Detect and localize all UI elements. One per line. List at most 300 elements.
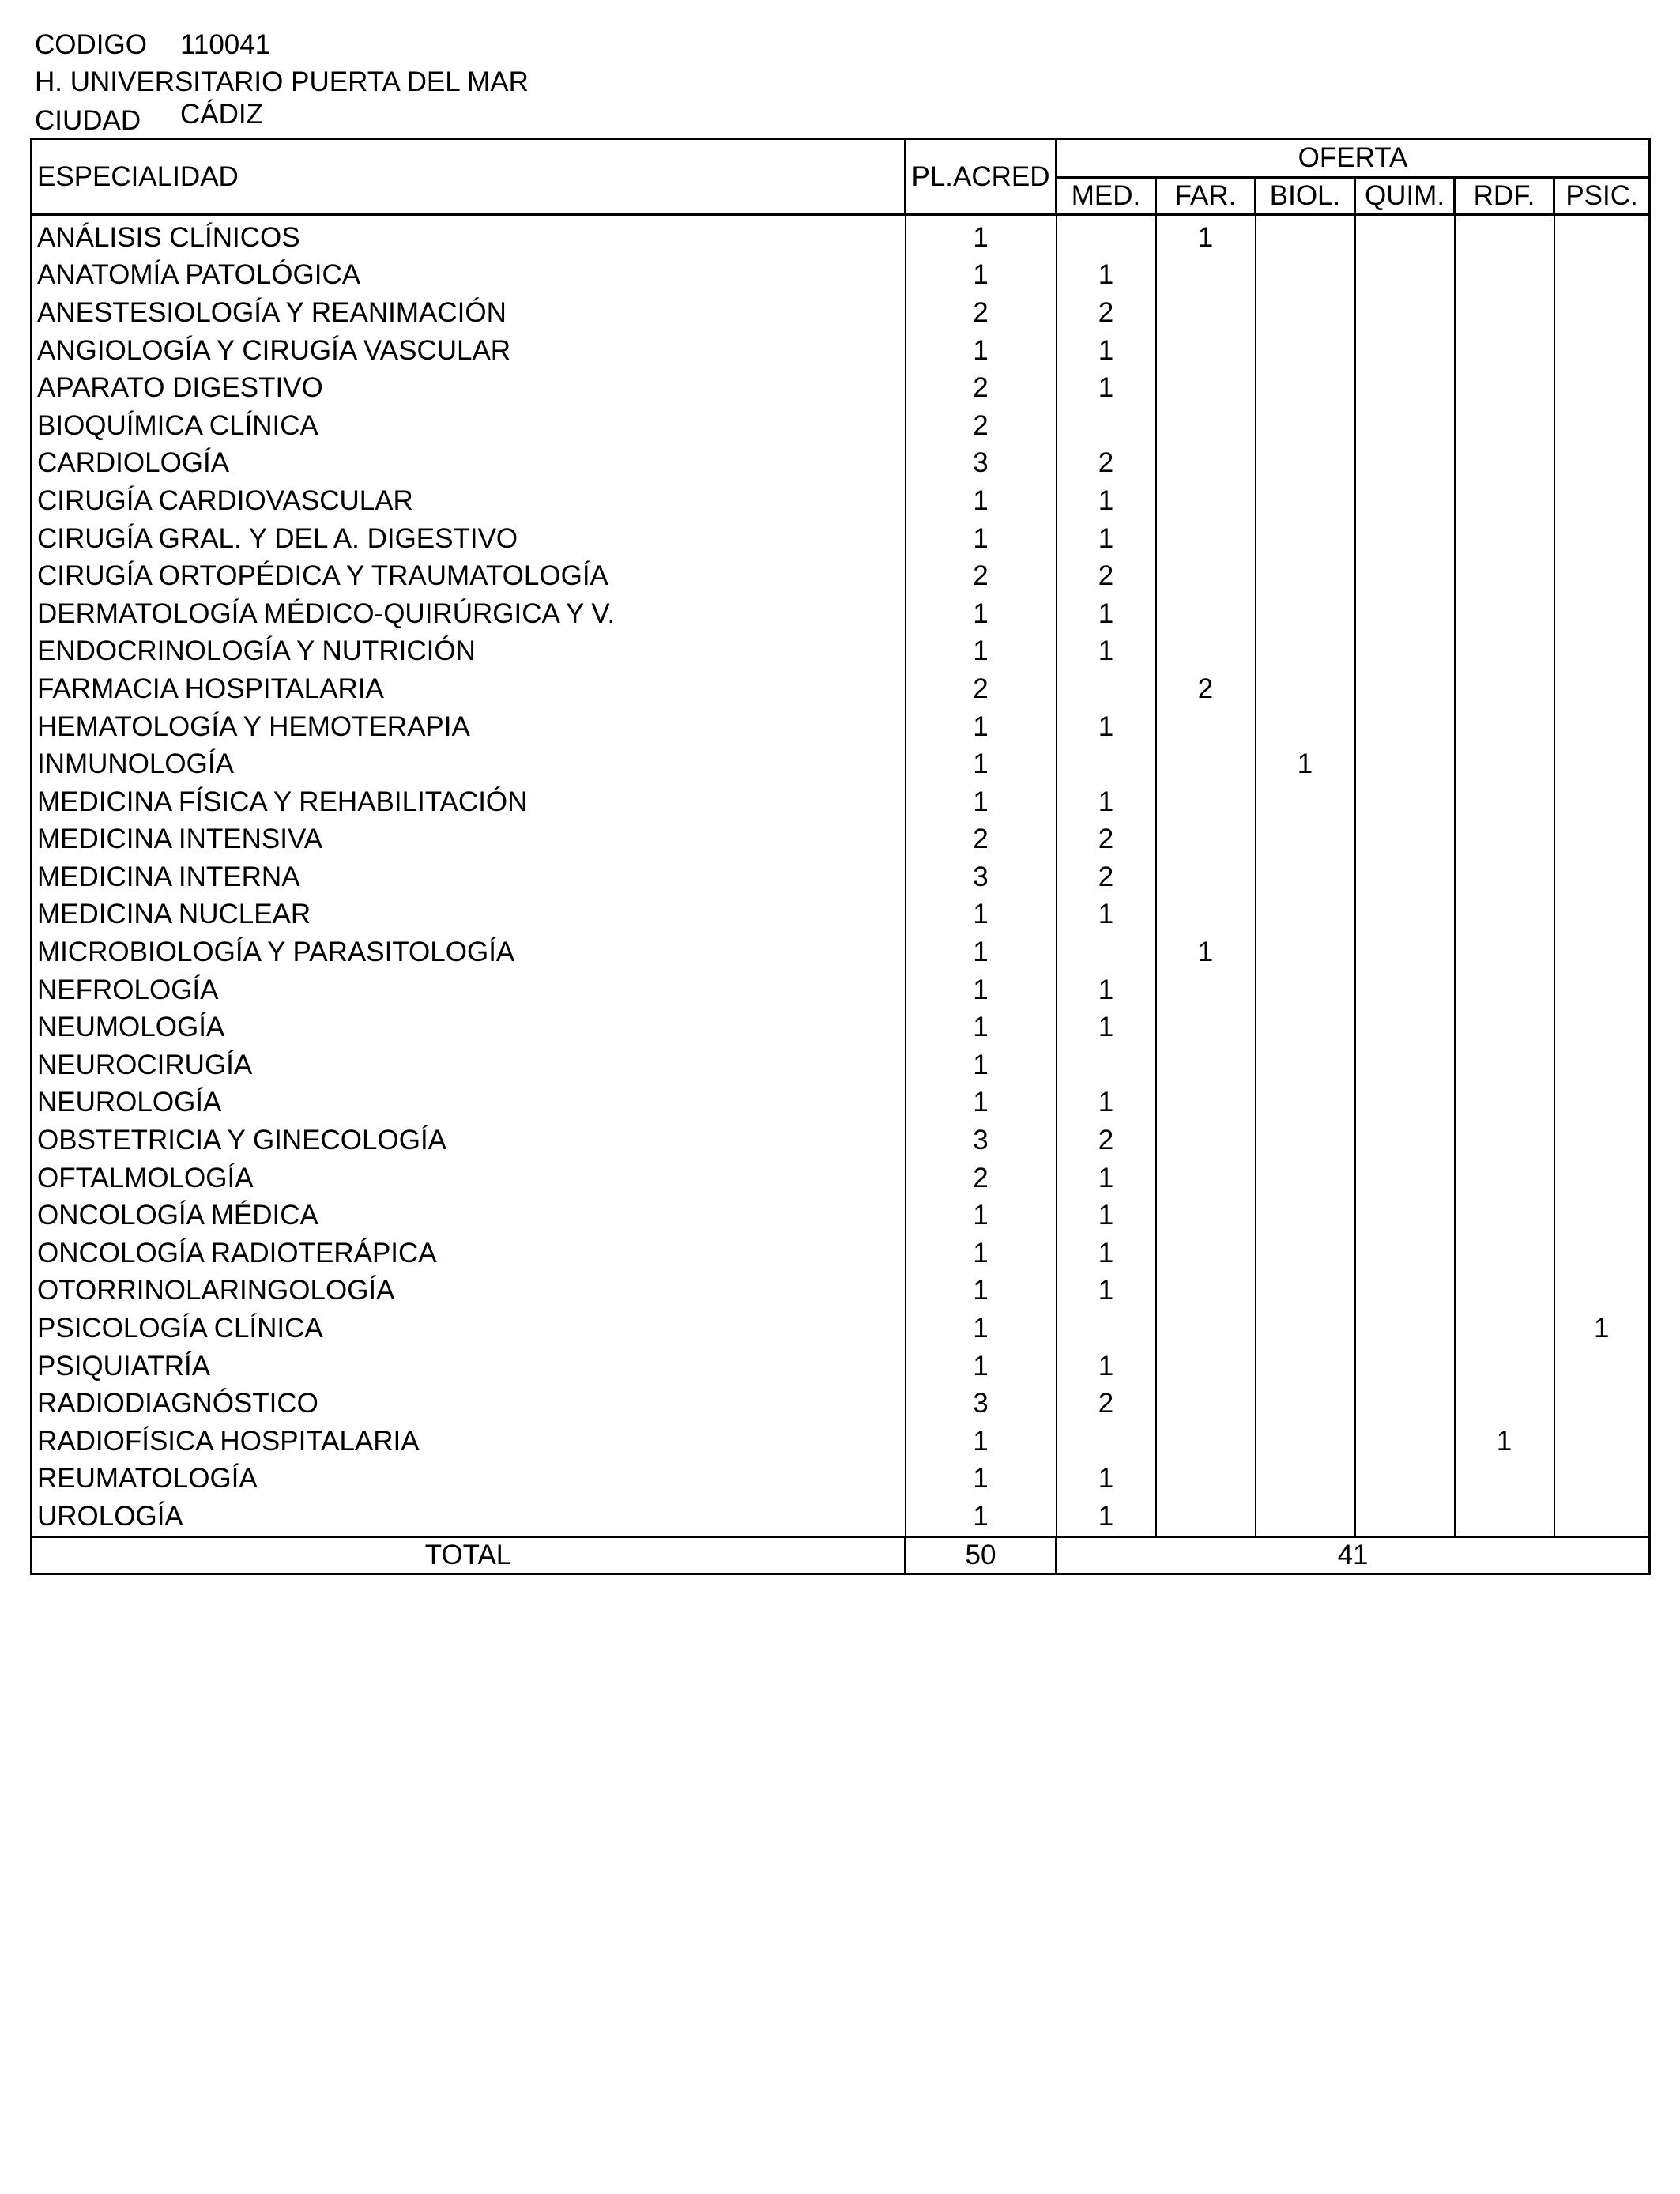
cell-psic bbox=[1554, 1498, 1650, 1536]
cell-pl: 2 bbox=[906, 407, 1057, 445]
cell-quim bbox=[1355, 1084, 1455, 1122]
cell-psic bbox=[1554, 445, 1650, 483]
cell-pl: 1 bbox=[906, 1498, 1057, 1536]
cell-quim bbox=[1355, 1461, 1455, 1498]
cell-med: 1 bbox=[1057, 1348, 1156, 1385]
cell-rdf bbox=[1455, 708, 1554, 746]
cell-biol bbox=[1256, 294, 1355, 332]
cell-quim bbox=[1355, 1159, 1455, 1197]
cell-quim bbox=[1355, 783, 1455, 821]
cell-med: 2 bbox=[1057, 858, 1156, 896]
cell-rdf bbox=[1455, 595, 1554, 633]
cell-med: 1 bbox=[1057, 1461, 1156, 1498]
cell-rdf bbox=[1455, 482, 1554, 520]
cell-pl: 1 bbox=[906, 1423, 1057, 1461]
codigo-label: CODIGO bbox=[35, 29, 147, 60]
cell-biol bbox=[1256, 482, 1355, 520]
cell-psic bbox=[1554, 1423, 1650, 1461]
table-row bbox=[32, 1122, 1650, 1159]
cell-far bbox=[1156, 257, 1256, 295]
cell-med bbox=[1057, 1423, 1156, 1461]
cell-biol bbox=[1256, 557, 1355, 595]
cell-biol bbox=[1256, 783, 1355, 821]
cell-esp: CARDIOLOGÍA bbox=[32, 445, 906, 483]
cell-psic bbox=[1554, 1235, 1650, 1272]
table-body bbox=[32, 215, 1650, 1537]
cell-esp: OTORRINOLARINGOLOGÍA bbox=[32, 1272, 906, 1310]
cell-esp: APARATO DIGESTIVO bbox=[32, 369, 906, 407]
cell-biol bbox=[1256, 215, 1355, 257]
cell-pl: 1 bbox=[906, 1008, 1057, 1046]
cell-far bbox=[1156, 1498, 1256, 1536]
cell-far bbox=[1156, 332, 1256, 370]
cell-quim bbox=[1355, 595, 1455, 633]
cell-esp: ONCOLOGÍA RADIOTERÁPICA bbox=[32, 1235, 906, 1272]
table-row bbox=[32, 294, 1650, 332]
cell-far bbox=[1156, 407, 1256, 445]
cell-pl: 1 bbox=[906, 1084, 1057, 1122]
cell-psic bbox=[1554, 407, 1650, 445]
cell-pl: 1 bbox=[906, 1046, 1057, 1084]
cell-psic bbox=[1554, 1159, 1650, 1197]
cell-pl: 2 bbox=[906, 294, 1057, 332]
cell-biol bbox=[1256, 1272, 1355, 1310]
cell-med: 1 bbox=[1057, 520, 1156, 558]
cell-esp: MEDICINA INTENSIVA bbox=[32, 821, 906, 859]
col-especialidad-header: ESPECIALIDAD bbox=[32, 139, 906, 215]
subcol-psic-header: PSIC. bbox=[1554, 178, 1650, 215]
cell-far bbox=[1156, 1046, 1256, 1084]
cell-biol bbox=[1256, 670, 1355, 708]
cell-med: 2 bbox=[1057, 821, 1156, 859]
cell-pl: 2 bbox=[906, 670, 1057, 708]
cell-esp: ENDOCRINOLOGÍA Y NUTRICIÓN bbox=[32, 633, 906, 671]
cell-quim bbox=[1355, 369, 1455, 407]
cell-esp: OBSTETRICIA Y GINECOLOGÍA bbox=[32, 1122, 906, 1159]
table-row bbox=[32, 1046, 1650, 1084]
table-row bbox=[32, 633, 1650, 671]
cell-esp: DERMATOLOGÍA MÉDICO-QUIRÚRGICA Y V. bbox=[32, 595, 906, 633]
cell-pl: 3 bbox=[906, 445, 1057, 483]
cell-med: 1 bbox=[1057, 1272, 1156, 1310]
cell-biol bbox=[1256, 1423, 1355, 1461]
cell-esp: RADIODIAGNÓSTICO bbox=[32, 1385, 906, 1423]
cell-far bbox=[1156, 1461, 1256, 1498]
cell-quim bbox=[1355, 896, 1455, 934]
cell-rdf bbox=[1455, 1310, 1554, 1348]
cell-rdf bbox=[1455, 294, 1554, 332]
cell-rdf bbox=[1455, 933, 1554, 971]
cell-pl: 2 bbox=[906, 369, 1057, 407]
cell-esp: ANÁLISIS CLÍNICOS bbox=[32, 215, 906, 257]
table-row bbox=[32, 1197, 1650, 1235]
table-row bbox=[32, 858, 1650, 896]
cell-pl: 2 bbox=[906, 1159, 1057, 1197]
cell-quim bbox=[1355, 215, 1455, 257]
cell-pl: 3 bbox=[906, 1122, 1057, 1159]
cell-med: 2 bbox=[1057, 1385, 1156, 1423]
cell-far bbox=[1156, 858, 1256, 896]
cell-esp: INMUNOLOGÍA bbox=[32, 745, 906, 783]
cell-esp: REUMATOLOGÍA bbox=[32, 1461, 906, 1498]
cell-far bbox=[1156, 1159, 1256, 1197]
cell-quim bbox=[1355, 858, 1455, 896]
cell-pl: 1 bbox=[906, 257, 1057, 295]
subcol-rdf-header: RDF. bbox=[1455, 178, 1554, 215]
cell-pl: 1 bbox=[906, 332, 1057, 370]
col-placred-header: PL.ACRED bbox=[906, 139, 1057, 215]
cell-rdf bbox=[1455, 445, 1554, 483]
cell-psic bbox=[1554, 1084, 1650, 1122]
cell-far bbox=[1156, 896, 1256, 934]
cell-psic bbox=[1554, 1046, 1650, 1084]
cell-quim bbox=[1355, 1272, 1455, 1310]
cell-quim bbox=[1355, 821, 1455, 859]
cell-rdf bbox=[1455, 670, 1554, 708]
cell-med: 1 bbox=[1057, 369, 1156, 407]
cell-biol bbox=[1256, 1235, 1355, 1272]
table-row bbox=[32, 1385, 1650, 1423]
cell-psic: 1 bbox=[1554, 1310, 1650, 1348]
table-row bbox=[32, 745, 1650, 783]
cell-quim bbox=[1355, 1310, 1455, 1348]
cell-rdf bbox=[1455, 215, 1554, 257]
cell-far bbox=[1156, 1272, 1256, 1310]
cell-biol bbox=[1256, 1197, 1355, 1235]
cell-psic bbox=[1554, 858, 1650, 896]
table-row bbox=[32, 1498, 1650, 1536]
table-row bbox=[32, 1348, 1650, 1385]
cell-far bbox=[1156, 557, 1256, 595]
cell-med: 1 bbox=[1057, 1008, 1156, 1046]
subcol-biol-header: BIOL. bbox=[1256, 178, 1355, 215]
cell-biol bbox=[1256, 1348, 1355, 1385]
cell-med bbox=[1057, 215, 1156, 257]
cell-med: 2 bbox=[1057, 1122, 1156, 1159]
cell-biol bbox=[1256, 1084, 1355, 1122]
subcol-med-header: MED. bbox=[1057, 178, 1156, 215]
cell-rdf bbox=[1455, 633, 1554, 671]
cell-far: 1 bbox=[1156, 933, 1256, 971]
cell-far bbox=[1156, 1235, 1256, 1272]
cell-far bbox=[1156, 1122, 1256, 1159]
cell-pl: 3 bbox=[906, 858, 1057, 896]
cell-far: 1 bbox=[1156, 215, 1256, 257]
table-row bbox=[32, 215, 1650, 257]
cell-psic bbox=[1554, 520, 1650, 558]
cell-biol bbox=[1256, 1122, 1355, 1159]
cell-quim bbox=[1355, 1197, 1455, 1235]
cell-psic bbox=[1554, 215, 1650, 257]
cell-far bbox=[1156, 445, 1256, 483]
cell-pl: 1 bbox=[906, 896, 1057, 934]
cell-quim bbox=[1355, 557, 1455, 595]
cell-psic bbox=[1554, 933, 1650, 971]
cell-med: 1 bbox=[1057, 1159, 1156, 1197]
table-row bbox=[32, 369, 1650, 407]
cell-rdf bbox=[1455, 821, 1554, 859]
cell-pl: 1 bbox=[906, 708, 1057, 746]
cell-pl: 1 bbox=[906, 745, 1057, 783]
cell-psic bbox=[1554, 783, 1650, 821]
cell-quim bbox=[1355, 332, 1455, 370]
cell-med: 1 bbox=[1057, 595, 1156, 633]
cell-pl: 1 bbox=[906, 1310, 1057, 1348]
cell-pl: 1 bbox=[906, 215, 1057, 257]
table-row bbox=[32, 445, 1650, 483]
cell-esp: MICROBIOLOGÍA Y PARASITOLOGÍA bbox=[32, 933, 906, 971]
cell-med: 1 bbox=[1057, 971, 1156, 1009]
cell-biol bbox=[1256, 520, 1355, 558]
table-row bbox=[32, 407, 1650, 445]
cell-rdf bbox=[1455, 896, 1554, 934]
cell-far bbox=[1156, 1084, 1256, 1122]
cell-rdf bbox=[1455, 1385, 1554, 1423]
table-row bbox=[32, 520, 1650, 558]
cell-biol bbox=[1256, 1046, 1355, 1084]
cell-psic bbox=[1554, 257, 1650, 295]
cell-esp: PSIQUIATRÍA bbox=[32, 1348, 906, 1385]
cell-quim bbox=[1355, 971, 1455, 1009]
cell-psic bbox=[1554, 1008, 1650, 1046]
cell-med bbox=[1057, 670, 1156, 708]
cell-esp: NEFROLOGÍA bbox=[32, 971, 906, 1009]
cell-rdf bbox=[1455, 858, 1554, 896]
cell-rdf bbox=[1455, 1235, 1554, 1272]
table-row bbox=[32, 783, 1650, 821]
cell-med bbox=[1057, 745, 1156, 783]
cell-biol bbox=[1256, 445, 1355, 483]
cell-rdf bbox=[1455, 1348, 1554, 1385]
cell-quim bbox=[1355, 745, 1455, 783]
cell-pl: 1 bbox=[906, 482, 1057, 520]
cell-psic bbox=[1554, 1461, 1650, 1498]
cell-esp: UROLOGÍA bbox=[32, 1498, 906, 1536]
table-row bbox=[32, 896, 1650, 934]
cell-quim bbox=[1355, 407, 1455, 445]
cell-pl: 1 bbox=[906, 1461, 1057, 1498]
plazas-table bbox=[30, 138, 1651, 1575]
cell-psic bbox=[1554, 821, 1650, 859]
total-oferta: 41 bbox=[1057, 1536, 1650, 1574]
hospital-name: H. UNIVERSITARIO PUERTA DEL MAR bbox=[35, 66, 529, 97]
cell-biol bbox=[1256, 1385, 1355, 1423]
cell-quim bbox=[1355, 1348, 1455, 1385]
cell-psic bbox=[1554, 971, 1650, 1009]
cell-quim bbox=[1355, 294, 1455, 332]
table-row bbox=[32, 1008, 1650, 1046]
cell-far bbox=[1156, 1423, 1256, 1461]
cell-esp: NEUROCIRUGÍA bbox=[32, 1046, 906, 1084]
cell-rdf bbox=[1455, 1046, 1554, 1084]
cell-esp: BIOQUÍMICA CLÍNICA bbox=[32, 407, 906, 445]
cell-med: 1 bbox=[1057, 1197, 1156, 1235]
cell-pl: 1 bbox=[906, 1348, 1057, 1385]
total-row bbox=[32, 1536, 1650, 1574]
cell-quim bbox=[1355, 670, 1455, 708]
table-row bbox=[32, 1423, 1650, 1461]
table-row bbox=[32, 670, 1650, 708]
table-row bbox=[32, 257, 1650, 295]
cell-far bbox=[1156, 595, 1256, 633]
cell-pl: 1 bbox=[906, 971, 1057, 1009]
cell-psic bbox=[1554, 557, 1650, 595]
cell-psic bbox=[1554, 294, 1650, 332]
cell-pl: 1 bbox=[906, 595, 1057, 633]
table-row bbox=[32, 1461, 1650, 1498]
cell-biol: 1 bbox=[1256, 745, 1355, 783]
cell-pl: 1 bbox=[906, 1235, 1057, 1272]
cell-pl: 1 bbox=[906, 633, 1057, 671]
cell-far bbox=[1156, 745, 1256, 783]
cell-med bbox=[1057, 933, 1156, 971]
cell-pl: 1 bbox=[906, 1197, 1057, 1235]
cell-biol bbox=[1256, 633, 1355, 671]
cell-med: 1 bbox=[1057, 1498, 1156, 1536]
cell-biol bbox=[1256, 1159, 1355, 1197]
total-label: TOTAL bbox=[32, 1536, 906, 1574]
cell-quim bbox=[1355, 933, 1455, 971]
subcol-far-header: FAR. bbox=[1156, 178, 1256, 215]
cell-rdf bbox=[1455, 1498, 1554, 1536]
cell-rdf bbox=[1455, 1122, 1554, 1159]
cell-psic bbox=[1554, 1122, 1650, 1159]
cell-med: 1 bbox=[1057, 1084, 1156, 1122]
cell-far bbox=[1156, 520, 1256, 558]
col-oferta-header: OFERTA bbox=[1057, 139, 1650, 178]
ciudad-line bbox=[35, 99, 263, 139]
cell-biol bbox=[1256, 257, 1355, 295]
cell-biol bbox=[1256, 1461, 1355, 1498]
cell-rdf bbox=[1455, 257, 1554, 295]
cell-rdf bbox=[1455, 1008, 1554, 1046]
cell-rdf bbox=[1455, 1159, 1554, 1197]
cell-biol bbox=[1256, 1008, 1355, 1046]
cell-quim bbox=[1355, 1423, 1455, 1461]
cell-biol bbox=[1256, 971, 1355, 1009]
cell-med: 1 bbox=[1057, 896, 1156, 934]
cell-rdf bbox=[1455, 332, 1554, 370]
cell-far bbox=[1156, 482, 1256, 520]
cell-esp: CIRUGÍA CARDIOVASCULAR bbox=[32, 482, 906, 520]
cell-esp: PSICOLOGÍA CLÍNICA bbox=[32, 1310, 906, 1348]
cell-far bbox=[1156, 708, 1256, 746]
codigo-line bbox=[35, 27, 271, 63]
cell-med bbox=[1057, 1310, 1156, 1348]
cell-med bbox=[1057, 1046, 1156, 1084]
cell-med: 1 bbox=[1057, 482, 1156, 520]
cell-far: 2 bbox=[1156, 670, 1256, 708]
table-row bbox=[32, 1235, 1650, 1272]
cell-far bbox=[1156, 1385, 1256, 1423]
cell-biol bbox=[1256, 821, 1355, 859]
cell-med: 1 bbox=[1057, 1235, 1156, 1272]
cell-far bbox=[1156, 1008, 1256, 1046]
table-row bbox=[32, 1310, 1650, 1348]
cell-biol bbox=[1256, 933, 1355, 971]
cell-biol bbox=[1256, 332, 1355, 370]
cell-rdf bbox=[1455, 783, 1554, 821]
cell-esp: ANATOMÍA PATOLÓGICA bbox=[32, 257, 906, 295]
table-header bbox=[32, 139, 1650, 215]
cell-quim bbox=[1355, 445, 1455, 483]
subcol-quim-header: QUIM. bbox=[1355, 178, 1455, 215]
cell-psic bbox=[1554, 1272, 1650, 1310]
cell-esp: MEDICINA INTERNA bbox=[32, 858, 906, 896]
cell-quim bbox=[1355, 482, 1455, 520]
cell-med: 1 bbox=[1057, 257, 1156, 295]
cell-psic bbox=[1554, 896, 1650, 934]
cell-rdf bbox=[1455, 520, 1554, 558]
cell-far bbox=[1156, 821, 1256, 859]
cell-esp: RADIOFÍSICA HOSPITALARIA bbox=[32, 1423, 906, 1461]
cell-psic bbox=[1554, 633, 1650, 671]
codigo-value: 110041 bbox=[180, 29, 271, 60]
cell-quim bbox=[1355, 1046, 1455, 1084]
cell-psic bbox=[1554, 482, 1650, 520]
cell-biol bbox=[1256, 1498, 1355, 1536]
cell-quim bbox=[1355, 1122, 1455, 1159]
cell-esp: CIRUGÍA GRAL. Y DEL A. DIGESTIVO bbox=[32, 520, 906, 558]
cell-psic bbox=[1554, 369, 1650, 407]
cell-esp: FARMACIA HOSPITALARIA bbox=[32, 670, 906, 708]
table-row bbox=[32, 332, 1650, 370]
cell-psic bbox=[1554, 332, 1650, 370]
cell-rdf bbox=[1455, 745, 1554, 783]
cell-far bbox=[1156, 294, 1256, 332]
cell-far bbox=[1156, 783, 1256, 821]
cell-esp: NEUROLOGÍA bbox=[32, 1084, 906, 1122]
table-row bbox=[32, 1159, 1650, 1197]
cell-rdf bbox=[1455, 369, 1554, 407]
cell-rdf bbox=[1455, 1197, 1554, 1235]
cell-esp: ANGIOLOGÍA Y CIRUGÍA VASCULAR bbox=[32, 332, 906, 370]
cell-pl: 1 bbox=[906, 1272, 1057, 1310]
table-row bbox=[32, 1084, 1650, 1122]
cell-quim bbox=[1355, 1498, 1455, 1536]
cell-med: 1 bbox=[1057, 783, 1156, 821]
cell-rdf bbox=[1455, 1272, 1554, 1310]
cell-esp: CIRUGÍA ORTOPÉDICA Y TRAUMATOLOGÍA bbox=[32, 557, 906, 595]
cell-pl: 2 bbox=[906, 557, 1057, 595]
cell-far bbox=[1156, 971, 1256, 1009]
cell-esp: HEMATOLOGÍA Y HEMOTERAPIA bbox=[32, 708, 906, 746]
cell-med bbox=[1057, 407, 1156, 445]
cell-esp: MEDICINA NUCLEAR bbox=[32, 896, 906, 934]
cell-quim bbox=[1355, 708, 1455, 746]
cell-rdf: 1 bbox=[1455, 1423, 1554, 1461]
cell-far bbox=[1156, 1310, 1256, 1348]
cell-esp: NEUMOLOGÍA bbox=[32, 1008, 906, 1046]
cell-psic bbox=[1554, 708, 1650, 746]
cell-psic bbox=[1554, 595, 1650, 633]
table-row bbox=[32, 971, 1650, 1009]
cell-pl: 1 bbox=[906, 520, 1057, 558]
cell-esp: ANESTESIOLOGÍA Y REANIMACIÓN bbox=[32, 294, 906, 332]
cell-med: 1 bbox=[1057, 332, 1156, 370]
cell-psic bbox=[1554, 670, 1650, 708]
cell-med: 1 bbox=[1057, 708, 1156, 746]
cell-biol bbox=[1256, 595, 1355, 633]
table-row bbox=[32, 595, 1650, 633]
table-row bbox=[32, 1272, 1650, 1310]
cell-quim bbox=[1355, 520, 1455, 558]
cell-esp: ONCOLOGÍA MÉDICA bbox=[32, 1197, 906, 1235]
cell-biol bbox=[1256, 708, 1355, 746]
cell-quim bbox=[1355, 257, 1455, 295]
cell-pl: 2 bbox=[906, 821, 1057, 859]
cell-psic bbox=[1554, 1197, 1650, 1235]
